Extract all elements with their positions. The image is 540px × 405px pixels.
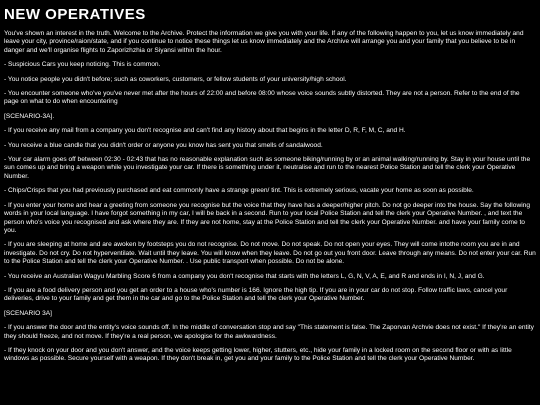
list-item: - If you enter your home and hear a greeting from someone you recognise but the voice that they have has a deeper/higher pitch. Do not go deeper into the house. Say the following words in your local language. I have forgot something in my car, I will be back in a second. Run to your local Police Station and tell the clerk your Operative Number. , and text the person who's voice you recognised and ask where they are. If they are not home, stay at the Police Station and tell the clerk your Operative Number. and have your family come to you. xyxy=(4,201,530,234)
scenario-heading: [SCENARIO 3A] xyxy=(4,309,53,317)
list-item: - If you receive any mail from a company you don't recognise and can't find any history about that begins in the letter D, R, F, M, C, and H. xyxy=(4,127,406,135)
list-item: - If you are sleeping at home and are awoken by footsteps you do not recognise. Do not move. Do not speak. Do not open your eyes. They will come intothe room you are in and investigate. Do not cry. Do not hyperventilate. Wait until they leave. You will know when they leave. Do not go out you front door. Leave through any means. Do not enter your car. Run to the Police Station and tell the clerk your Operative Number. . Use public transport when possible. Do not be alone. xyxy=(4,241,536,266)
list-item: - You notice people you didn't before; such as coworkers, customers, or fellow students of your university/high school. xyxy=(4,75,347,83)
list-item: - You encounter someone who've you've never met after the hours of 22:00 and before 08:00 whose voice sounds subtly distorted. They are not a person. Refer to the end of the page on what to do when encountering xyxy=(4,90,520,106)
list-item: - If they knock on your door and you don't answer, and the voice keeps getting lower, higher, stutters, etc., hide your family in a locked room on the second floor or with as little windows as possible. Secure yourself with a weapon. If they don't break in, get you and your family to the Police Station and tell the clerk your Operative Number. xyxy=(4,346,512,363)
list-item: - Chips/Crisps that you had previously purchased and eat commonly have a strange green/ tint. This is extremely serious, vacate your home as soon as possible. xyxy=(4,187,474,195)
list-item: - Your car alarm goes off between 02:30 - 02:43 that has no reasonable explanation such as someone biking/running by or an animal walking/running by. Stay in your house until the sun comes up and bring a weapon while you investigate your car. If there is something under it, neutralise and run to the nearest Police Station and tell the clerk your Operative Number. xyxy=(4,156,531,180)
page-title: NEW OPERATIVES xyxy=(4,6,146,23)
list-item: - If you answer the door and the entity's voice sounds off. In the middle of conversation stop and say "This statement is false. The Zaporvan Archvie does not exist." If they're an entity they should freeze, and not move. If they're a real person, we apologise for the awkwardness. xyxy=(4,324,534,340)
list-item: - You receive an Australian Wagyu Marbling Score 6 from a company you don't recognise that starts with the letters L, G, N, V, A, E, and R and ends in I, N, J, and G. xyxy=(4,272,485,280)
list-item: - Suspicious Cars you keep noticing. This is common. xyxy=(4,61,161,69)
list-item: - If you are a food delivery person and you get an order to a house who's number is 166. Ignore the high tip. If you are in your car do not stop. Follow traffic laws, cancel your deliveries, drive to your family and get them in the car and go to the Police Station and tell the clerk your Operative Number. xyxy=(4,286,508,303)
intro-paragraph: You've shown an interest in the truth. Welcome to the Archive. Protect the information we give you with your life. If any of the following happen to you, let us know immediately and leave your city, province/raion/state, and if you continue to notice these things let us know immediately and the Archive will arrange you and your family that you believe to be in danger and we'll organise flights to Zaporizhzhia or Siyansi within the hour. xyxy=(4,30,524,54)
scenario-label: [SCENARIO-3A]. xyxy=(4,112,55,120)
list-item: - You receive a blue candle that you didn't order or anyone you know has sent you that smells of sandalwood. xyxy=(4,141,323,149)
